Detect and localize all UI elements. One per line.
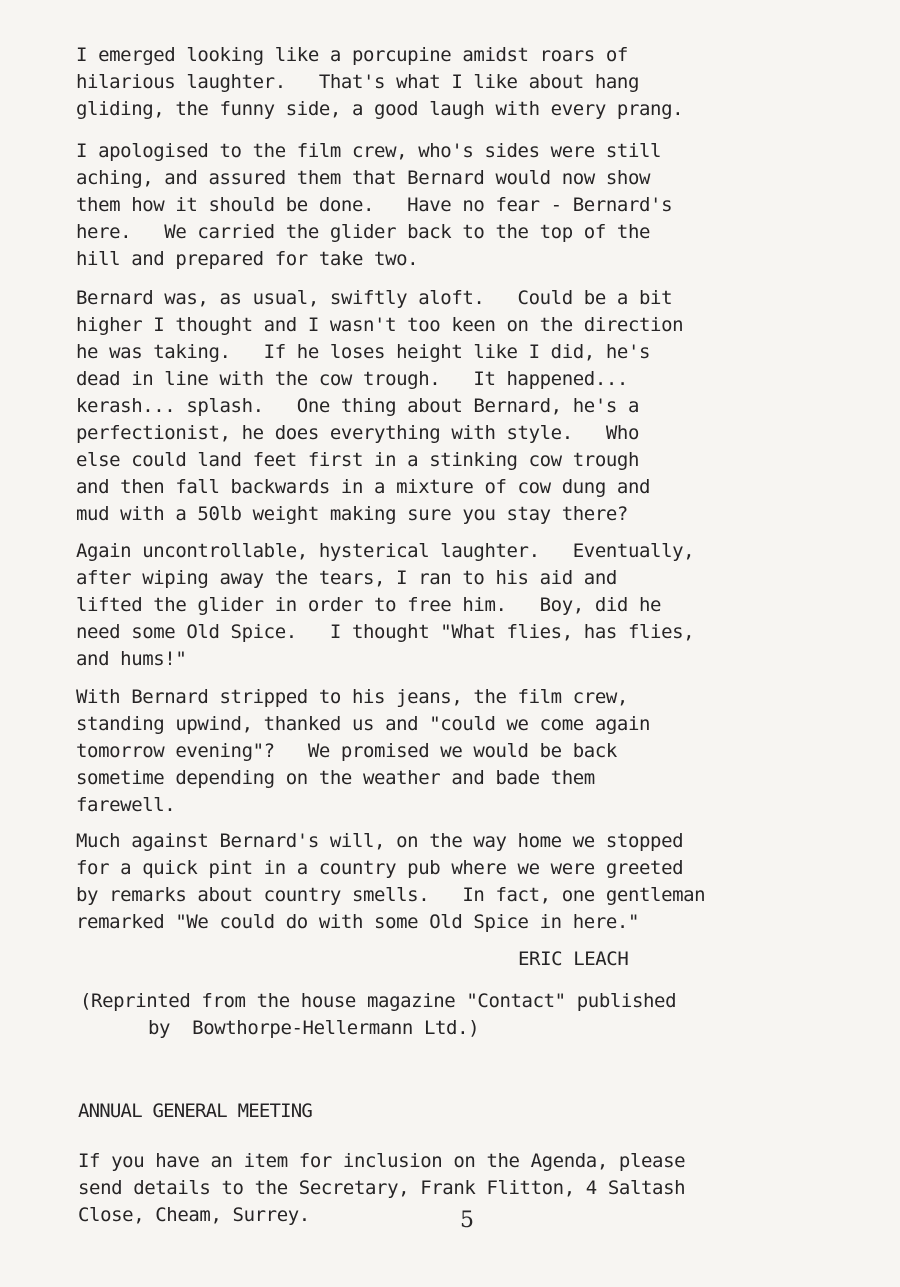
agm-notice <box>78 1148 685 1229</box>
text-line: hilarious laughter. That's what I like about hang <box>76 71 639 93</box>
text-line: kerash... splash. One thing about Bernard, he's a <box>76 395 639 417</box>
text-line: and then fall backwards in a mixture of cow dung and <box>76 476 651 498</box>
paragraph-porcupine <box>76 42 836 123</box>
text-line: lifted the glider in order to free him. Boy, did he <box>76 594 662 616</box>
text-line: hill and prepared for take two. <box>76 248 419 270</box>
text-line: gliding, the funny side, a good laugh with every prang. <box>76 98 684 120</box>
text-line: them how it should be done. Have no fear - Bernard's <box>76 194 673 216</box>
author-signature: ERIC LEACH <box>518 948 629 970</box>
reprint-note <box>80 988 676 1042</box>
text-line: after wiping away the tears, I ran to his aid and <box>76 567 617 589</box>
text-line: aching, and assured them that Bernard would now show <box>76 167 651 189</box>
text-line: I apologised to the film crew, who's sides were still <box>76 140 662 162</box>
text-line: for a quick pint in a country pub where we were greeted <box>76 857 684 879</box>
paragraph-bernard-aloft <box>76 285 836 528</box>
text-line: he was taking. If he loses height like I did, he's <box>76 341 651 363</box>
text-line: else could land feet first in a stinking cow trough <box>76 449 639 471</box>
text-line: farewell. <box>76 794 176 816</box>
text-line: here. We carried the glider back to the top of the <box>76 221 651 243</box>
page-number: 5 <box>460 1208 474 1233</box>
text-line: standing upwind, thanked us and "could we come again <box>76 713 651 735</box>
paragraph-country-pub <box>76 828 836 936</box>
text-line: dead in line with the cow trough. It happened... <box>76 368 628 390</box>
paragraph-film-crew <box>76 138 836 273</box>
text-line: With Bernard stripped to his jeans, the film crew, <box>76 686 628 708</box>
text-line: perfectionist, he does everything with style. Who <box>76 422 639 444</box>
text-line: and hums!" <box>76 648 187 670</box>
text-line: Much against Bernard's will, on the way home we stopped <box>76 830 684 852</box>
reprint-note-line: by Bowthorpe-Hellermann Ltd.) <box>148 1017 480 1039</box>
agm-heading: ANNUAL GENERAL MEETING <box>78 1100 313 1122</box>
text-line: Again uncontrollable, hysterical laughter. Eventually, <box>76 540 695 562</box>
text-line: Close, Cheam, Surrey. <box>78 1204 310 1226</box>
text-line: tomorrow evening"? We promised we would be back <box>76 740 617 762</box>
text-line: send details to the Secretary, Frank Flitton, 4 Saltash <box>78 1177 686 1199</box>
reprint-note-line: (Reprinted from the house magazine "Contact" published <box>80 990 677 1012</box>
text-line: If you have an item for inclusion on the Agenda, please <box>78 1150 686 1172</box>
text-line: I emerged looking like a porcupine amidst roars of <box>76 44 628 66</box>
text-line: need some Old Spice. I thought "What flies, has flies, <box>76 621 695 643</box>
text-line: Bernard was, as usual, swiftly aloft. Could be a bit <box>76 287 673 309</box>
text-line: sometime depending on the weather and bade them <box>76 767 595 789</box>
text-line: by remarks about country smells. In fact, one gentleman <box>76 884 706 906</box>
paragraph-laughter <box>76 538 836 673</box>
text-line: higher I thought and I wasn't too keen on the direction <box>76 314 684 336</box>
paragraph-farewell <box>76 684 836 819</box>
text-line: mud with a 50lb weight making sure you stay there? <box>76 503 628 525</box>
text-line: remarked "We could do with some Old Spice in here." <box>76 911 639 933</box>
